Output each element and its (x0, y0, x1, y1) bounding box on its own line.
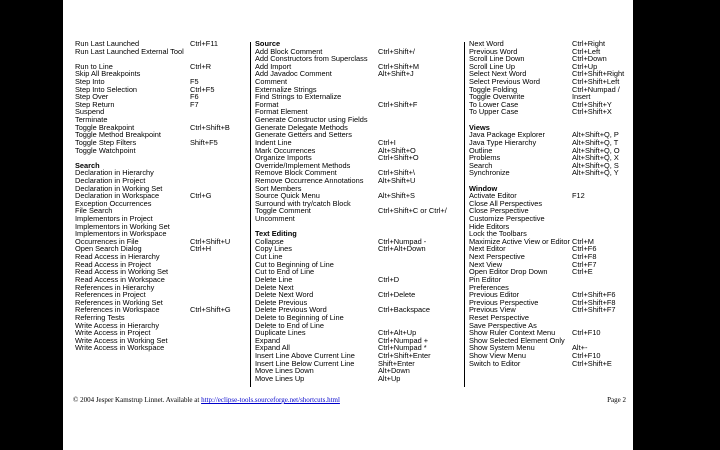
section-title: Views (469, 122, 490, 132)
command-name: Declaration in Working Set (75, 183, 163, 193)
command-name: Suspend (75, 107, 105, 117)
key-binding: Ctrl+R (190, 61, 212, 71)
key-binding: Ctrl+Down (572, 54, 607, 64)
command-name: Collapse (255, 236, 284, 246)
key-binding: Ctrl+F10 (572, 328, 601, 338)
command-name: Maximize Active View or Editor (469, 236, 570, 246)
key-binding: Ctrl+F6 (572, 244, 597, 254)
command-name: Read Access in Workspace (75, 274, 165, 284)
command-name: References in Workspace (75, 305, 160, 315)
command-name: Delete Next Word (255, 290, 314, 300)
command-name: Delete Previous Word (255, 305, 327, 315)
command-name: Implementors in Workspace (75, 229, 167, 239)
shortcut-row (255, 215, 460, 223)
command-name: Move Lines Up (255, 373, 305, 383)
key-binding: Ctrl+Shift+M (378, 61, 420, 71)
command-name: Next Word (469, 39, 504, 48)
command-name: Occurrences in File (75, 236, 139, 246)
copyright-text: © 2004 Jesper Kamstrup Linnet. Available at (73, 396, 202, 404)
key-binding: Ctrl+Left (572, 46, 601, 56)
shortcut-row (75, 48, 250, 56)
command-name: Problems (469, 153, 501, 163)
key-binding: Ctrl+E (572, 267, 593, 277)
command-name: Step Into Selection (75, 84, 138, 94)
command-name: Customize Perspective (469, 214, 545, 224)
command-name: Uncomment (255, 214, 295, 224)
command-name: Delete Next (255, 282, 294, 292)
command-name: Write Access in Hierarchy (75, 320, 160, 330)
section-title: Window (469, 183, 498, 193)
key-binding: Alt+Up (378, 373, 401, 383)
command-name: Toggle Comment (255, 206, 311, 216)
shortcut-column-2 (255, 40, 460, 382)
key-binding: Alt+Shift+Q, T (572, 137, 619, 147)
key-binding: Ctrl+Shift+U (190, 236, 231, 246)
command-name: Indent Line (255, 137, 292, 147)
command-name: Previous View (469, 305, 516, 315)
command-name: Select Previous Word (469, 77, 540, 87)
command-name: Delete Previous (255, 297, 308, 307)
key-binding: Ctrl+Shift+Y (572, 99, 612, 109)
key-binding: Ctrl+Backspace (378, 305, 430, 315)
shortcut-row (469, 169, 634, 177)
key-binding: Ctrl+G (190, 191, 212, 201)
key-binding: Ctrl+Shift+\ (378, 168, 415, 178)
key-binding: Alt+Shift+Q, X (572, 153, 619, 163)
command-name: Previous Word (469, 46, 518, 56)
command-name: Format Element (255, 107, 308, 117)
command-name: Expand All (255, 343, 290, 353)
command-name: Mark Occurrences (255, 145, 316, 155)
key-binding: Alt+Down (378, 366, 410, 376)
command-name: Previous Perspective (469, 297, 539, 307)
command-name: Insert Line Below Current Line (255, 358, 355, 368)
shortcut-row (255, 93, 460, 101)
document-page (63, 0, 633, 450)
command-name: Previous Editor (469, 290, 520, 300)
command-name: Copy Lines (255, 244, 292, 254)
key-binding: Insert (572, 92, 591, 102)
command-name: Toggle Folding (469, 84, 518, 94)
command-name: Remove Occurrence Annotations (255, 175, 364, 185)
shortcut-row (75, 147, 250, 155)
key-binding: Ctrl+Shift+Left (572, 77, 620, 87)
command-name: Synchronize (469, 168, 510, 178)
key-binding: Ctrl+Numpad + (378, 335, 429, 345)
command-name: Run Last Launched (75, 39, 140, 48)
command-name: Override/Implement Methods (255, 160, 351, 170)
command-name: Delete to Beginning of Line (255, 312, 344, 322)
command-name: Lock the Toolbars (469, 229, 527, 239)
command-name: Toggle Method Breakpoint (75, 130, 161, 140)
shortcut-column-3 (469, 40, 634, 367)
shortcut-column-1 (75, 40, 250, 352)
command-name: Show System Menu (469, 343, 535, 353)
command-name: Terminate (75, 115, 108, 125)
key-binding: Ctrl+F7 (572, 259, 597, 269)
command-name: Preferences (469, 282, 509, 292)
section-heading (255, 230, 460, 238)
command-name: Show Selected Element Only (469, 335, 565, 345)
key-binding: Ctrl+Right (572, 39, 606, 48)
key-binding: Ctrl+Shift+G (190, 305, 231, 315)
command-name: Show View Menu (469, 350, 526, 360)
command-name: To Upper Case (469, 107, 519, 117)
column-divider (250, 42, 251, 387)
shortcut-row (255, 329, 460, 337)
shortcut-row (255, 375, 460, 383)
shortcut-row (469, 108, 634, 116)
command-name: Comment (255, 77, 288, 87)
command-name: Toggle Step Filters (75, 137, 137, 147)
key-binding: Ctrl+Shift+X (572, 107, 612, 117)
command-name: Select Next Word (469, 69, 527, 79)
command-name: Implementors in Working Set (75, 221, 170, 231)
key-binding: Ctrl+Shift+Right (572, 69, 625, 79)
command-name: Switch to Editor (469, 358, 521, 368)
section-title: Text Editing (255, 229, 297, 239)
command-name: Reset Perspective (469, 312, 529, 322)
key-binding: Alt+Shift+O (378, 145, 416, 155)
key-binding: Ctrl+Shift+C or Ctrl+/ (378, 206, 447, 216)
command-name: References in Working Set (75, 297, 163, 307)
command-name: Save Perspective As (469, 320, 537, 330)
key-binding: Ctrl+Shift+/ (378, 46, 415, 56)
key-binding: Ctrl+Numpad - (378, 236, 427, 246)
key-binding: F7 (190, 99, 199, 109)
key-binding: Ctrl+Shift+F8 (572, 297, 616, 307)
shortcut-row (75, 344, 250, 352)
key-binding: Ctrl+Numpad * (378, 343, 427, 353)
key-binding: Ctrl+F11 (190, 39, 218, 48)
key-binding: Ctrl+Shift+F6 (572, 290, 616, 300)
key-binding: Alt+Shift+Q, O (572, 145, 620, 155)
command-name: Cut to Beginning of Line (255, 259, 334, 269)
command-name: Generate Delegate Methods (255, 122, 348, 132)
key-binding: Ctrl+F10 (572, 350, 601, 360)
key-binding: Ctrl+Shift+Enter (378, 350, 431, 360)
key-binding: Ctrl+Shift+F7 (572, 305, 616, 315)
key-binding: Ctrl+Shift+E (572, 358, 612, 368)
command-name: Cut to End of Line (255, 267, 315, 277)
command-name: Run Last Launched External Tool (75, 46, 184, 56)
command-name: Implementors in Project (75, 214, 153, 224)
command-name: Toggle Breakpoint (75, 122, 135, 132)
command-name: Read Access in Working Set (75, 267, 169, 277)
command-name: Scroll Line Down (469, 54, 525, 64)
command-name: Duplicate Lines (255, 328, 306, 338)
key-binding: Alt+- (572, 343, 588, 353)
command-name: Write Access in Project (75, 328, 151, 338)
command-name: References in Project (75, 290, 146, 300)
command-name: Next View (469, 259, 503, 269)
key-binding: Alt+Shift+S (378, 191, 415, 201)
key-binding: Alt+Shift+U (378, 175, 416, 185)
command-name: Add Constructors from Superclass (255, 54, 368, 64)
key-binding: Alt+Shift+Q, S (572, 160, 619, 170)
command-name: Next Editor (469, 244, 506, 254)
key-binding: Alt+Shift+Q, Y (572, 168, 619, 178)
command-name: Show Ruler Context Menu (469, 328, 556, 338)
command-name: Toggle Overwrite (469, 92, 525, 102)
command-name: Organize Imports (255, 153, 312, 163)
command-name: Next Perspective (469, 252, 525, 262)
key-binding: Ctrl+Delete (378, 290, 416, 300)
command-name: To Lower Case (469, 99, 519, 109)
command-name: Surround with try/catch Block (255, 198, 351, 208)
section-title: Search (75, 160, 100, 170)
key-binding: Ctrl+F5 (190, 84, 215, 94)
key-binding: F12 (572, 191, 585, 201)
command-name: Write Access in Working Set (75, 335, 168, 345)
command-name: Open Search Dialog (75, 244, 142, 254)
page-footer (73, 396, 626, 404)
command-name: Source Quick Menu (255, 191, 320, 201)
command-name: Declaration in Project (75, 175, 146, 185)
command-name: Declaration in Workspace (75, 191, 160, 201)
command-name: Skip All Breakpoints (75, 69, 141, 79)
key-binding: Ctrl+I (378, 137, 396, 147)
command-name: File Search (75, 206, 113, 216)
section-title: Source (255, 39, 281, 48)
key-binding: Ctrl+Shift+F (378, 99, 418, 109)
key-binding: Ctrl+Alt+Up (378, 328, 417, 338)
key-binding: Ctrl+M (572, 236, 594, 246)
column-divider (464, 42, 465, 387)
key-binding: Ctrl+H (190, 244, 212, 254)
command-name: Delete to End of Line (255, 320, 325, 330)
command-name: Generate Constructor using Fields (255, 115, 368, 125)
command-name: Sort Members (255, 183, 302, 193)
key-binding: Ctrl+F8 (572, 252, 597, 262)
key-binding: Ctrl+Up (572, 61, 598, 71)
command-name: Add Javadoc Comment (255, 69, 332, 79)
command-name: Referring Tests (75, 312, 125, 322)
command-name: Close All Perspectives (469, 198, 543, 208)
command-name: Step Into (75, 77, 105, 87)
command-name: Move Lines Down (255, 366, 314, 376)
command-name: Format (255, 99, 279, 109)
command-name: Hide Editors (469, 221, 510, 231)
command-name: Search (469, 160, 493, 170)
key-binding: Ctrl+Shift+O (378, 153, 419, 163)
shortcut-row (469, 360, 634, 368)
command-name: Pin Editor (469, 274, 502, 284)
command-name: Toggle Watchpoint (75, 145, 136, 155)
command-name: Open Editor Drop Down (469, 267, 548, 277)
command-name: Delete Line (255, 274, 293, 284)
command-name: Remove Block Comment (255, 168, 337, 178)
command-name: Java Package Explorer (469, 130, 545, 140)
key-binding: Alt+Shift+Q, P (572, 130, 619, 140)
command-name: Java Type Hierarchy (469, 137, 537, 147)
command-name: Cut Line (255, 252, 283, 262)
command-name: Externalize Strings (255, 84, 317, 94)
command-name: Expand (255, 335, 281, 345)
key-binding: Ctrl+D (378, 274, 400, 284)
command-name: Step Over (75, 92, 109, 102)
command-name: Exception Occurrences (75, 198, 152, 208)
page-number: Page 2 (607, 396, 626, 404)
key-binding: Shift+F5 (190, 137, 218, 147)
command-name: Add Import (255, 61, 292, 71)
row-spacer (75, 154, 250, 162)
key-binding: Alt+Shift+J (378, 69, 414, 79)
command-name: Activate Editor (469, 191, 517, 201)
command-name: Read Access in Project (75, 259, 151, 269)
command-name: References in Hierarchy (75, 282, 155, 292)
command-name: Add Block Comment (255, 46, 323, 56)
command-name: Write Access in Workspace (75, 343, 165, 353)
shortcut-row (255, 245, 460, 253)
command-name: Declaration in Hierarchy (75, 168, 154, 178)
command-name: Run to Line (75, 61, 113, 71)
key-binding: F6 (190, 92, 199, 102)
command-name: Read Access in Hierarchy (75, 252, 160, 262)
command-name: Generate Getters and Setters (255, 130, 352, 140)
command-name: Find Strings to Externalize (255, 92, 342, 102)
shortcuts-link[interactable]: http://eclipse-tools.sourceforge.net/shortcuts.html (201, 396, 340, 404)
key-binding: Ctrl+Alt+Down (378, 244, 426, 254)
command-name: Close Perspective (469, 206, 529, 216)
command-name: Scroll Line Up (469, 61, 516, 71)
key-binding: Shift+Enter (378, 358, 415, 368)
row-spacer (469, 116, 634, 124)
key-binding: Ctrl+Numpad / (572, 84, 620, 94)
command-name: Step Return (75, 99, 115, 109)
key-binding: F5 (190, 77, 199, 87)
key-binding: Ctrl+Shift+B (190, 122, 230, 132)
command-name: Insert Line Above Current Line (255, 350, 355, 360)
command-name: Outline (469, 145, 493, 155)
